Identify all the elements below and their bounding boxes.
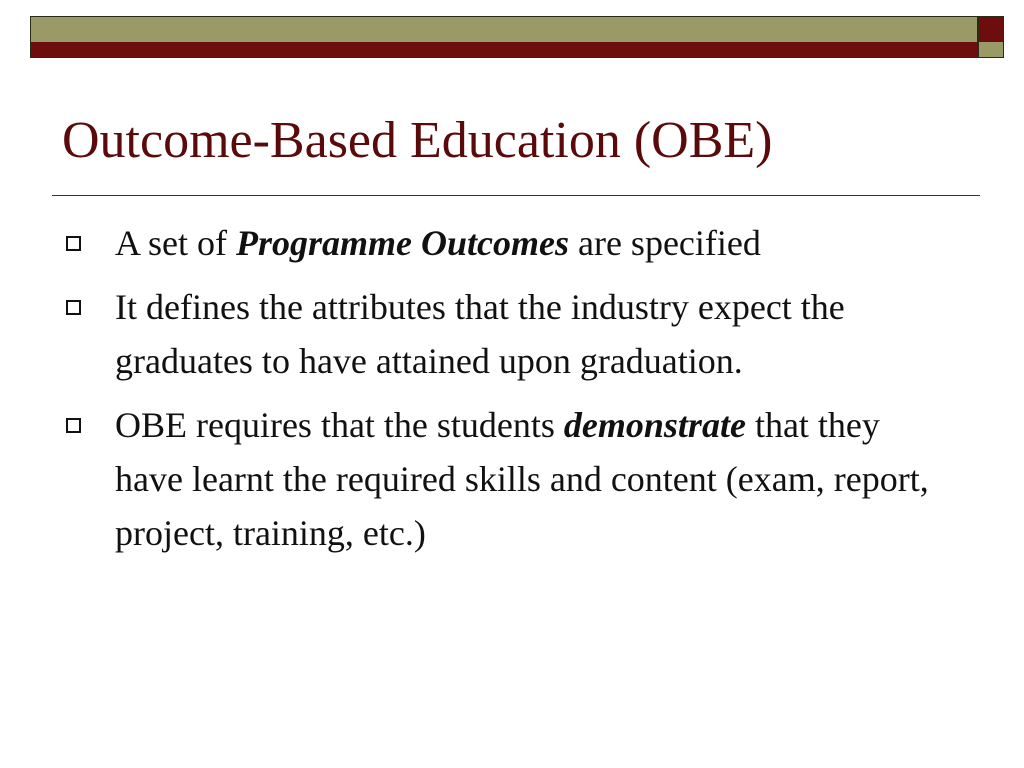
bullet-text-after: that they have learnt the required skills and content (exam, report, project, training, etc.) <box>115 405 929 553</box>
header-olive-band <box>31 17 977 43</box>
corner-olive-band <box>979 42 1003 57</box>
header-decorative-bar <box>30 16 978 58</box>
bullet-list <box>62 216 942 570</box>
bullet-emphasis: Programme Outcomes <box>236 223 569 263</box>
bullet-text-before: OBE requires that the students <box>115 405 564 445</box>
header-maroon-band <box>31 42 977 57</box>
header-corner-block <box>978 16 1004 58</box>
hollow-square-bullet-icon <box>66 418 81 433</box>
hollow-square-bullet-icon <box>66 300 81 315</box>
slide-title: Outcome-Based Education (OBE) <box>62 112 773 169</box>
bullet-item-attributes <box>62 280 942 388</box>
corner-maroon-band <box>979 17 1003 43</box>
bullet-item-demonstrate <box>62 398 942 560</box>
bullet-text-after: are specified <box>568 223 761 263</box>
bullet-item-programme-outcomes <box>62 216 942 270</box>
bullet-emphasis: demonstrate <box>563 405 746 445</box>
bullet-text: It defines the attributes that the industry expect the graduates to have attained upon graduation. <box>115 287 845 381</box>
hollow-square-bullet-icon <box>66 236 81 251</box>
title-divider <box>52 195 980 196</box>
bullet-text-before: A set of <box>115 223 236 263</box>
